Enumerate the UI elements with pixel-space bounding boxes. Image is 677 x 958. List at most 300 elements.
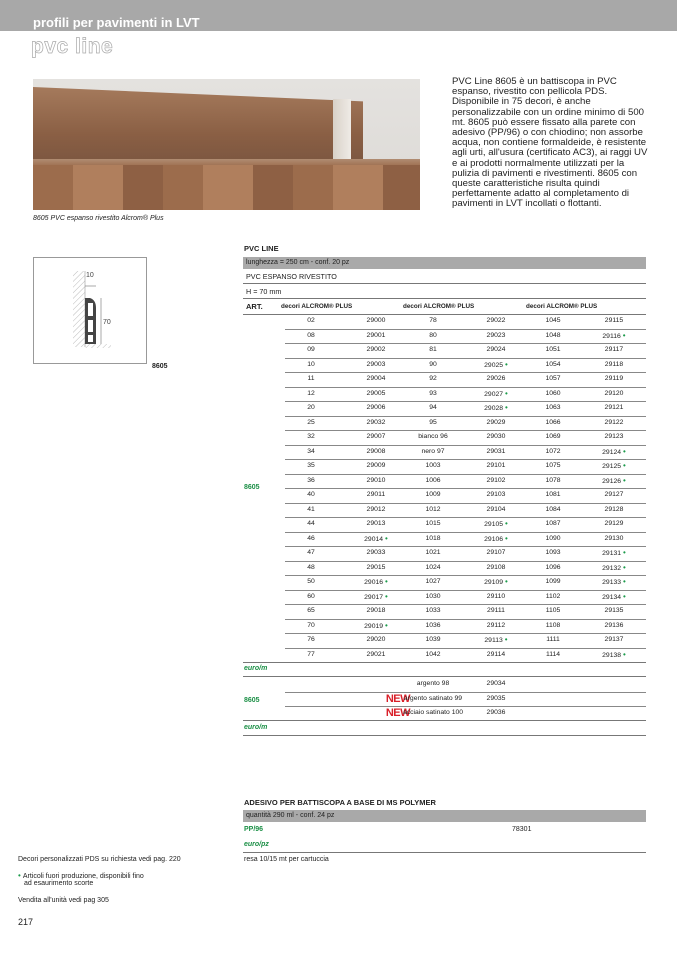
cell-text: 1012 [425, 505, 441, 513]
decor-code [523, 488, 583, 503]
table-row [285, 532, 646, 548]
table-row [285, 329, 646, 345]
discontinued-line1: Articoli fuori produzione, disponibili fino [22, 873, 144, 880]
decor-code [281, 387, 341, 402]
article-code [346, 314, 406, 329]
cell-text: 29001 [366, 331, 386, 339]
article-code [466, 546, 526, 561]
article-code [466, 372, 526, 387]
cell-text: 29116 [602, 332, 621, 340]
product-description: PVC Line 8605 è un battiscopa in PVC espanso, rivestito con pellicola PDS. Disponibile in 75 decori, è anche personalizzabile con un ordine minimo di 500 mt. 8605 può essere fissato alla parete con adesivo (PP/96) o con chiodino; non assorbe acqua, non contiene formaldeide, è resistente agli urti, all'usura (certificato AC3), ai raggi UV e ai prodotti normalmente utilizzati per la pulizia di pavimenti e rivestimenti. 8605 con queste caratteristiche risulta quindi perfettamente adatto al completamento di pavimenti in LVT incollati o flottanti. [452, 76, 648, 210]
article-code [346, 532, 406, 548]
cell-text: 1105 [545, 607, 561, 614]
cell-text: 34 [307, 447, 315, 455]
decor-code [403, 575, 463, 590]
cell-text: 29134 [602, 593, 622, 601]
decor-code [403, 546, 463, 561]
article-code [346, 445, 406, 460]
article-code [584, 358, 644, 373]
cell-text: 93 [429, 389, 437, 397]
decor-code [281, 619, 341, 634]
cell-text: 1069 [545, 433, 561, 440]
article-code [466, 401, 526, 417]
article-code [466, 329, 526, 344]
cell-text: 29007 [366, 433, 386, 440]
cell-text: 29018 [366, 607, 386, 614]
cell-text: 29136 [604, 621, 624, 629]
decor-code [403, 633, 463, 648]
cell-text: 36 [307, 476, 315, 484]
discontinued-dot-icon: • [505, 359, 508, 369]
decor-code [281, 329, 341, 344]
decor-code [403, 648, 463, 663]
cell-text: 50 [307, 578, 315, 585]
decor-code [523, 561, 583, 576]
article-code [466, 517, 526, 533]
table-row [285, 604, 646, 620]
cell-text: 1006 [425, 476, 441, 484]
diagram-label: 8605 [152, 363, 168, 370]
cell-text: 29014 [364, 535, 384, 543]
table-row [285, 358, 646, 374]
cell-text: 25 [307, 418, 315, 426]
article-code [346, 387, 406, 402]
cell-text: 29135 [604, 607, 624, 614]
cell-text: 29000 [366, 317, 386, 324]
decor-code [281, 590, 341, 605]
cell-text: 1114 [545, 650, 561, 658]
cell-text: 1021 [425, 549, 441, 556]
article-code [466, 314, 526, 329]
cell-text: 1042 [425, 650, 441, 658]
discontinued-dot-icon: • [623, 649, 626, 659]
discontinued-line2: ad esaurimento scorte [24, 880, 94, 887]
cell-text: 29123 [604, 433, 624, 440]
cell-text: 29104 [486, 505, 506, 513]
cell-text: 95 [429, 418, 437, 426]
discontinued-dot-icon: • [505, 519, 508, 528]
decor-code [281, 503, 341, 518]
metal-decor: acciaio satinato 100 [402, 709, 464, 716]
cell-text: 65 [307, 607, 315, 614]
decor-code [281, 532, 341, 547]
cell-text: 29021 [366, 650, 386, 658]
cell-text: 29019 [364, 622, 384, 630]
decor-code [523, 546, 583, 561]
cell-text: 09 [307, 346, 315, 353]
article-code [584, 503, 644, 518]
cell-text: 12 [307, 389, 315, 397]
page-title: pvc line [31, 35, 114, 58]
decor-code [281, 517, 341, 532]
adhesive-art: PP/96 [244, 826, 264, 833]
cell-text: 29118 [604, 360, 624, 368]
decor-code [523, 619, 583, 634]
metal-row [285, 677, 646, 693]
cell-text: 29137 [604, 636, 624, 643]
article-code [466, 445, 526, 460]
decor-code [281, 488, 341, 503]
article-code [584, 314, 644, 329]
article-code [584, 517, 644, 532]
cell-text: 02 [307, 317, 315, 324]
discontinued-dot-icon: • [385, 533, 388, 543]
cell-text: 90 [429, 360, 437, 368]
cell-text: 29109 [484, 579, 504, 586]
article-code [466, 387, 526, 403]
decor-code [403, 532, 463, 547]
decor-code [403, 401, 463, 416]
cell-text: 29138 [602, 651, 622, 659]
cell-text: 1099 [545, 578, 561, 585]
article-code [584, 329, 644, 345]
discontinued-dot-icon: • [385, 591, 388, 601]
cell-text: 35 [307, 462, 315, 469]
article-code [584, 416, 644, 431]
cell-text: 1009 [425, 491, 441, 498]
cell-text: 1024 [425, 563, 441, 571]
cell-text: 29133 [602, 579, 622, 586]
article-code [466, 561, 526, 576]
cell-text: 1075 [545, 462, 561, 469]
divider [243, 720, 646, 721]
article-code [584, 633, 644, 648]
article-code [584, 474, 644, 490]
cell-text: 29004 [366, 375, 386, 382]
cell-text: 29117 [604, 346, 624, 353]
article-code [466, 459, 526, 474]
cell-text: 29023 [486, 331, 506, 339]
article-code [346, 329, 406, 344]
new-badge: NEW [385, 692, 410, 705]
table-header-row [243, 300, 646, 315]
cell-text: 29011 [366, 491, 386, 498]
decor-code [523, 590, 583, 605]
article-code [346, 488, 406, 503]
cell-text: 1084 [545, 505, 561, 513]
discontinued-dot-icon: • [505, 577, 508, 586]
cell-text: 76 [307, 636, 315, 643]
cell-text: 29119 [604, 375, 624, 382]
discontinued-dot-icon: • [622, 330, 626, 340]
cell-text: 29128 [604, 505, 624, 513]
decor-code [403, 416, 463, 431]
dim-thickness: 10 [86, 272, 94, 279]
cell-text: 1027 [425, 578, 441, 585]
discontinued-dot-icon: • [623, 446, 626, 456]
decor-code [281, 445, 341, 460]
table-row [285, 445, 646, 461]
unit-sale-note: Vendita all'unità vedi pag 305 [18, 897, 109, 904]
decor-code [523, 401, 583, 416]
article-code [346, 474, 406, 489]
table-row [285, 416, 646, 432]
decor-code [523, 387, 583, 402]
decor-code [281, 372, 341, 387]
product-photo [33, 79, 420, 210]
cell-text: 29022 [486, 317, 506, 324]
decor-code [403, 430, 463, 445]
cell-text: 1039 [425, 636, 441, 643]
article-code [346, 401, 406, 416]
cell-text: 29017 [364, 593, 384, 601]
table-row [285, 517, 646, 533]
table-row [285, 503, 646, 519]
article-code [466, 416, 526, 431]
discontinued-dot-icon: • [505, 533, 508, 543]
article-code [346, 633, 406, 648]
dim-height: 70 [103, 319, 111, 326]
article-code [466, 430, 526, 445]
cell-text: 1111 [546, 636, 560, 643]
cell-text: 1087 [545, 520, 561, 527]
page-number: 217 [18, 917, 34, 927]
profile-section-drawing [34, 258, 146, 363]
cell-text: 29113 [484, 637, 503, 644]
cell-text: 1108 [545, 621, 561, 629]
cell-text: 29115 [604, 317, 624, 324]
article-code [346, 503, 406, 518]
cell-text: 1081 [545, 491, 561, 498]
decor-code [403, 329, 463, 344]
decor-code [523, 503, 583, 518]
decor-code [403, 358, 463, 373]
article-code [584, 387, 644, 402]
cell-text: 29132 [602, 564, 622, 572]
article-code [466, 633, 526, 649]
cell-text: 29112 [486, 621, 506, 629]
cell-text: 81 [429, 346, 437, 353]
cell-text: 80 [429, 331, 437, 339]
cell-text: 29009 [366, 462, 386, 469]
cell-text: 29108 [486, 563, 506, 571]
article-code: 29036 [486, 709, 506, 716]
table-row [285, 546, 646, 562]
cell-text: 1090 [545, 534, 561, 542]
decor-code [523, 633, 583, 648]
cell-text: 29003 [366, 360, 386, 368]
cell-text: bianco 96 [418, 433, 448, 440]
cell-text: 29026 [486, 375, 506, 382]
discontinued-dot-icon: • [18, 871, 21, 880]
article-code [584, 604, 644, 619]
cell-text: 10 [307, 360, 315, 368]
adhesive-spec: quantità 290 ml - conf. 24 pz [243, 810, 646, 822]
table-row [285, 561, 646, 577]
table-row [285, 314, 646, 330]
article-code [584, 488, 644, 503]
cell-text: 29002 [366, 346, 386, 353]
cell-text: 29102 [486, 476, 506, 484]
article-code: 29035 [486, 694, 506, 702]
unit-label: euro/m [244, 665, 268, 672]
article-code [466, 532, 526, 548]
article-code [466, 503, 526, 518]
cell-text: 29016 [364, 579, 384, 586]
decor-code [523, 459, 583, 474]
decor-code [523, 648, 583, 663]
custom-decor-note: Decori personalizzati PDS su richiesta vedi pag. 220 [18, 856, 181, 863]
decor-code [281, 474, 341, 489]
table-row [285, 372, 646, 388]
discontinued-dot-icon: • [623, 461, 626, 470]
divider [243, 662, 646, 663]
decor-code [523, 532, 583, 547]
decor-code [403, 604, 463, 619]
cell-text: 29107 [486, 549, 506, 556]
decor-code [281, 430, 341, 445]
metal-unit-label: euro/m [244, 724, 268, 731]
cell-text: 29032 [366, 418, 386, 426]
metal-row [285, 692, 646, 708]
cell-text: 29008 [366, 447, 386, 455]
cell-text: 29131 [602, 550, 622, 557]
cell-text: 1045 [545, 317, 561, 324]
cell-text: 47 [307, 549, 315, 556]
discontinued-dot-icon: • [504, 635, 508, 644]
cell-text: 29031 [486, 447, 506, 455]
decor-code [403, 488, 463, 503]
cell-text: 41 [307, 505, 315, 513]
article-code: 29034 [486, 680, 506, 687]
wood-floor [33, 165, 420, 210]
article-code [584, 619, 644, 634]
cell-text: 70 [307, 621, 315, 629]
cell-text: 46 [307, 534, 315, 542]
article-code [584, 445, 644, 461]
article-code [584, 401, 644, 416]
cell-text: 29120 [604, 389, 624, 397]
decor-code [403, 387, 463, 402]
article-code [584, 590, 644, 606]
article-code [584, 575, 644, 591]
table-row [285, 633, 646, 649]
discontinued-dot-icon: • [623, 577, 626, 586]
new-badge: NEW [385, 707, 410, 719]
metal-decor: argento satinato 99 [403, 694, 463, 702]
cell-text: 1066 [545, 418, 561, 426]
table-row [285, 387, 646, 403]
cell-text: 29030 [486, 433, 506, 440]
decor-code [403, 474, 463, 489]
table-row [285, 401, 646, 417]
cell-text: 1018 [425, 534, 441, 542]
cell-text: 08 [307, 331, 315, 339]
cell-text: 48 [307, 563, 315, 571]
adhesive-note: resa 10/15 mt per cartuccia [244, 856, 329, 863]
article-code [346, 546, 406, 561]
article-code [346, 619, 406, 635]
cell-text: 29114 [486, 650, 506, 658]
article-code [346, 648, 406, 663]
photo-caption: 8605 PVC espanso rivestito Alcrom® Plus [33, 215, 164, 222]
decor-code [403, 561, 463, 576]
cell-text: 29127 [604, 491, 624, 498]
discontinued-dot-icon: • [385, 577, 388, 586]
article-code [466, 619, 526, 634]
cell-text: 1054 [545, 360, 561, 368]
discontinued-dot-icon: • [623, 475, 626, 485]
decor-code [403, 445, 463, 460]
cell-text: 94 [429, 404, 437, 411]
cell-text: 1015 [425, 520, 441, 527]
metal-decor: argento 98 [416, 680, 450, 687]
article-code [346, 459, 406, 474]
cell-text: 1003 [425, 462, 441, 469]
cell-text: 29024 [486, 346, 506, 353]
decor-code [281, 358, 341, 373]
decor-code [403, 314, 463, 329]
cell-text: 29126 [602, 477, 622, 485]
cell-text: 1096 [545, 563, 561, 571]
decor-code [403, 343, 463, 358]
cell-text: 1057 [545, 375, 561, 382]
cell-text: 1060 [545, 389, 561, 397]
article-code [584, 532, 644, 547]
metal-art-code: 8605 [244, 697, 260, 704]
cell-text: 1036 [425, 621, 441, 629]
decor-code [281, 561, 341, 576]
decor-code [281, 546, 341, 561]
cell-text: 1078 [545, 476, 561, 484]
art-code: 8605 [244, 484, 260, 491]
cell-text: 1048 [545, 331, 561, 339]
decor-code [281, 314, 341, 329]
discontinued-dot-icon: • [505, 388, 508, 398]
cell-text: 29130 [604, 534, 624, 542]
cell-text: 29105 [484, 521, 504, 528]
cell-text: 29020 [366, 636, 386, 643]
article-code [346, 372, 406, 387]
cell-text: 29122 [604, 418, 624, 426]
cell-text: 20 [307, 404, 315, 411]
cell-text: 29029 [486, 418, 506, 426]
cell-text: 32 [307, 433, 315, 440]
cell-text: 92 [429, 375, 437, 382]
article-code [584, 546, 644, 562]
col-art: ART. [246, 302, 263, 311]
cell-text: 11 [307, 375, 315, 382]
decor-code [403, 619, 463, 634]
decor-code [523, 517, 583, 532]
skirting-board [33, 87, 363, 167]
cell-text: 78 [429, 317, 437, 324]
cell-text: 1102 [545, 592, 561, 600]
article-code [346, 358, 406, 373]
adhesive-title: ADESIVO PER BATTISCOPA A BASE DI MS POLYMER [244, 798, 436, 807]
discontinued-dot-icon: • [505, 403, 508, 412]
discontinued-dot-icon: • [385, 620, 388, 630]
table-row [285, 619, 646, 635]
cell-text: 1030 [425, 592, 441, 600]
cell-text: nero 97 [421, 447, 445, 455]
cell-text: 29006 [366, 404, 386, 411]
decor-code [403, 590, 463, 605]
decor-code [523, 445, 583, 460]
decor-code [281, 604, 341, 619]
discontinued-dot-icon: • [623, 548, 626, 557]
cell-text: 29106 [484, 535, 504, 543]
cell-text: 60 [307, 592, 315, 600]
cell-text: 29013 [366, 520, 386, 527]
cell-text: 29125 [602, 463, 622, 470]
cell-text: 1072 [545, 447, 561, 455]
article-code [584, 372, 644, 387]
metal-row [285, 706, 646, 721]
article-code [346, 590, 406, 606]
cell-text: 29129 [604, 520, 624, 527]
discontinued-dot-icon: • [623, 562, 626, 572]
